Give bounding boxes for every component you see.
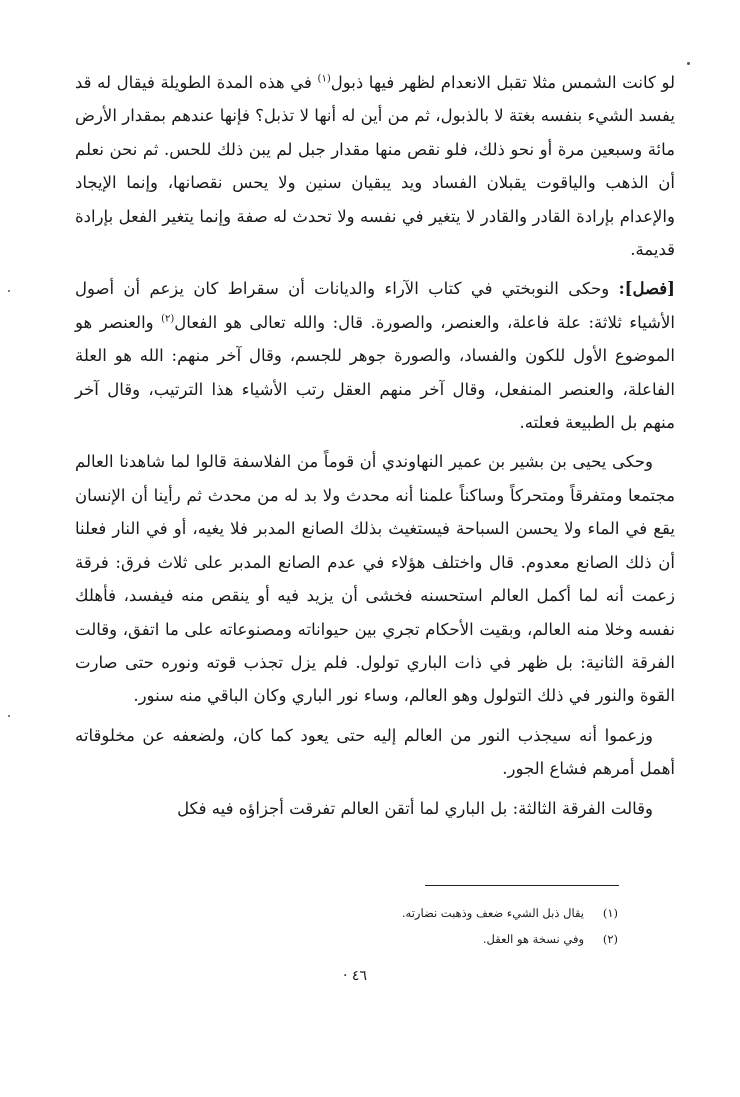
footnote-divider [425, 885, 619, 886]
footnote-1-text: يقال ذبل الشيء ضعف وذهبت نضارته. [401, 906, 584, 920]
footnote-1-number: (١) [602, 906, 618, 920]
footnote-2 [300, 926, 618, 952]
scan-speck [8, 290, 10, 292]
footnote-ref-2: (٢) [161, 313, 175, 325]
paragraph-3-text: وحكى يحيى بن بشير بن عمير النهاوندي أن قوماً من الفلاسفة قالوا لما شاهدنا العالم مجتمعا ومتفرقاً ومتحركاً وساكناً علمنا أنه محدث ولا بد له من محدث ثم رأينا أن الإنسان يقع في الماء ولا يحسن السباحة فيستغيث بذلك الصانع المدبر فلا يغيه، أو في النار فعلنا أن ذلك الصانع معدوم. قال واختلف هؤلاء في عدم الصانع المدبر على ثلاث فرق: فرقة زعمت أنه لما أكمل العالم استحسنه فخشى أن يزيد فيه أو ينقص منه فيفسد، فأهلك نفسه وخلا منه العالم، وبقيت الأحكام تجري بين حيواناته ومصنوعاته على ما اتفق، وقالت الفرقة الثانية: بل ظهر في ذات الباري تولول. فلم يزل تجذب قوته ونوره حتى صارت القوة والنور في ذلك التولول وهو العالم، وساء نور الباري وكان الباقي منه سنور. [75, 452, 675, 706]
scan-speck [687, 62, 690, 65]
footnotes [300, 900, 618, 952]
footnote-ref-1: (١) [317, 73, 331, 85]
paragraph-4 [75, 719, 675, 786]
paragraph-4-text: وزعموا أنه سيجذب النور من العالم إليه حتى يعود كما كان، ولضعفه عن مخلوقاته أهمل أمرهم فشاع الجور. [75, 725, 675, 779]
paragraph-5 [75, 792, 675, 825]
paragraph-3 [75, 445, 675, 712]
page-number: ٤٦ · [343, 968, 367, 984]
footnote-2-text: وفي نسخة هو العقل. [482, 932, 584, 946]
paragraph-5-text: وقالت الفرقة الثالثة: بل الباري لما أتقن العالم تفرقت أجزاؤه فيه فكل [177, 798, 653, 818]
paragraph-1 [75, 66, 675, 266]
footnote-2-number: (٢) [602, 932, 618, 946]
main-text [75, 66, 675, 831]
section-heading: [فصل]: [618, 279, 675, 299]
paragraph-2-text-end: والعنصر هو الموضوع الأول للكون والفساد، والصورة جوهر للجسم، وقال آخر منهم: الله هو العلة الفاعلة، والعنصر المنفعل، وقال آخر منهم العقل رتب الأشياء هذا الترتيب، وقال آخر منهم بل الطبيعة فعلته. [75, 312, 675, 433]
paragraph-1-text-start: لو كانت الشمس مثلا تقبل الانعدام لظهر فيها ذبول [330, 73, 675, 92]
paragraph-2 [75, 272, 675, 439]
paragraph-1-text-end: في هذه المدة الطويلة فيقال له قد يفسد الشيء بنفسه بغتة لا بالذبول، ثم من أين له أنها لا تذبل؟ فإنها عندهم بمقدار الأرض مائة وسبعين مرة أو نحو ذلك، فلو نقص منها مقدار جبل لم يبن ذلك للحس. ثم نحن نعلم أن الذهب والياقوت يقبلان الفساد ويد يبقيان سنين ولا يحس نقصانها، وإنما الإيجاد والإعدام بإرادة القادر والقادر لا يتغير في نفسه ولا تحدث له صفة وإنما يتغير الفعل بإرادة قديمة. [75, 73, 675, 260]
footnote-1 [300, 900, 618, 926]
scan-speck [8, 715, 10, 717]
paragraph-2-text-start: وحكى النوبختي في كتاب الآراء والديانات أن سقراط كان يزعم أن أصول الأشياء ثلاثة: علة فاعلة، والعنصر، والصورة. قال: والله تعالى هو الفعال [75, 279, 675, 332]
